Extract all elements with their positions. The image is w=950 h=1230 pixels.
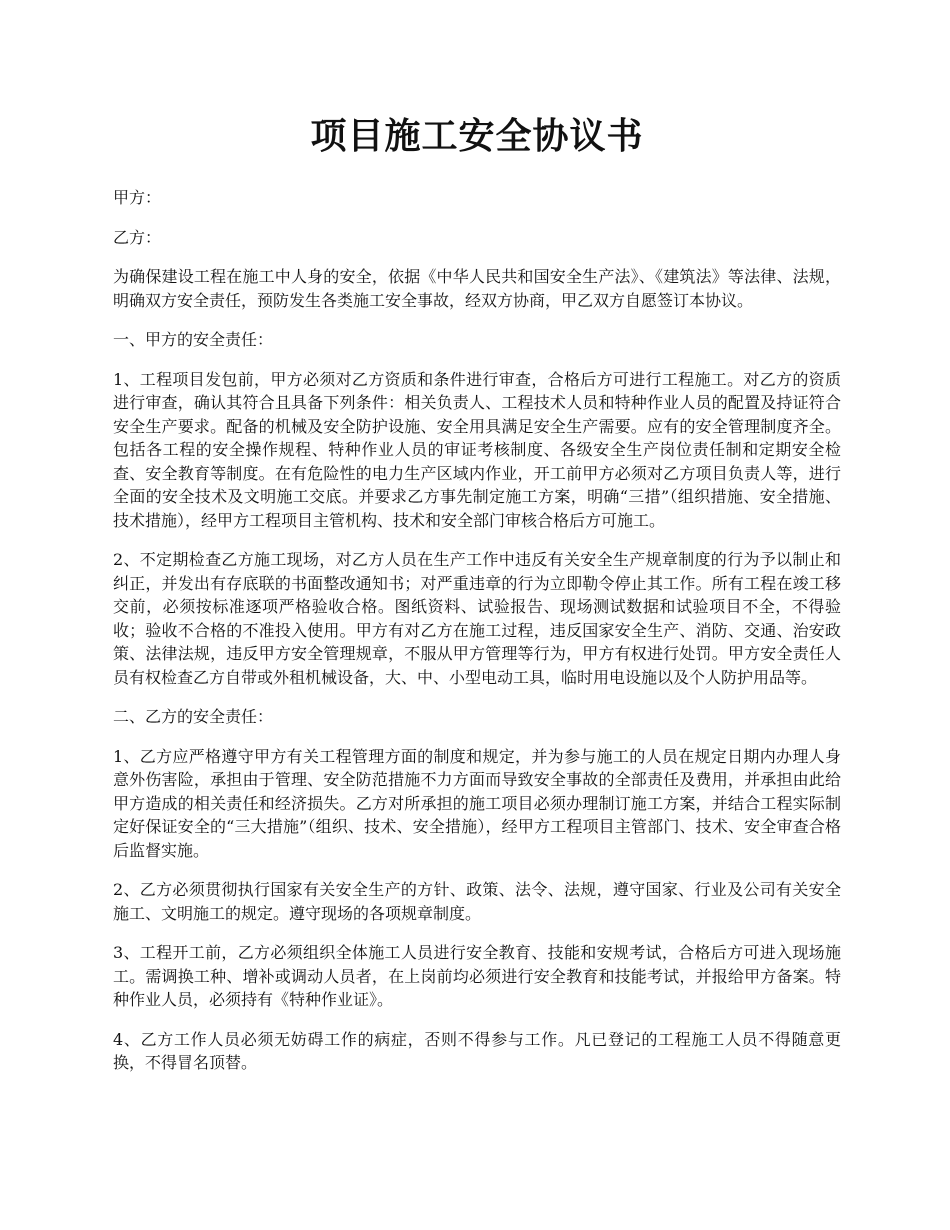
party-a-label: 甲方：: [113, 188, 162, 207]
section-1-heading: 一、甲方的安全责任：: [113, 330, 274, 349]
section-2-item-2: 2、乙方必须贯彻执行国家有关安全生产的方针、政策、法令、法规，遵守国家、行业及公司有关安全施工、文明施工的规定。遵守现场的各项规章制度。: [113, 880, 841, 923]
section-1-item-1: 1、工程项目发包前，甲方必须对乙方资质和条件进行审查，合格后方可进行工程施工。对乙方的资质进行审查，确认其符合且具备下列条件：相关负责人、工程技术人员和特种作业人员的配置及持证符合安全生产要求。配备的机械及安全防护设施、安全用具满足安全生产需要。应有的安全管理制度齐全。包括各工程的安全操作规程、特种作业人员的审证考核制度、各级安全生产岗位责任制和定期安全检查、安全教育等制度。在有危险性的电力生产区域内作业，开工前甲方必须对乙方项目负责人等，进行全面的安全技术及文明施工交底。并要求乙方事先制定施工方案，明确“三措”（组织措施、安全措施、技术措施），经甲方工程项目主管机构、技术和安全部门审核合格后方可施工。: [113, 369, 841, 530]
section-2-item-1: 1、乙方应严格遵守甲方有关工程管理方面的制度和规定，并为参与施工的人员在规定日期内办理人身意外伤害险，承担由于管理、安全防范措施不力方面而导致安全事故的全部责任及费用，并承担由此给甲方造成的相关责任和经济损失。乙方对所承担的施工项目必须办理制订施工方案，并结合工程实际制定好保证安全的“三大措施”（组织、技术、安全措施），经甲方工程项目主管部门、技术、安全审查合格后监督实施。: [113, 746, 841, 860]
section-2-heading: 二、乙方的安全责任：: [113, 707, 274, 726]
section-2-item-4: 4、乙方工作人员必须无妨碍工作的病症，否则不得参与工作。凡已登记的工程施工人员不得随意更换，不得冒名顶替。: [113, 1029, 841, 1072]
intro-paragraph: 为确保建设工程在施工中人身的安全，依据《中华人民共和国安全生产法》、《建筑法》等法律、法规，明确双方安全责任，预防发生各类施工安全事故，经双方协商，甲乙双方自愿签订本协议。: [113, 267, 841, 310]
section-1-item-2: 2、不定期检查乙方施工现场，对乙方人员在生产工作中违反有关安全生产规章制度的行为予以制止和纠正，并发出有存底联的书面整改通知书；对严重违章的行为立即勒令停止其工作。所有工程在竣工移交前，必须按标准逐项严格验收合格。图纸资料、试验报告、现场测试数据和试验项目不全，不得验收；验收不合格的不准投入使用。甲方有对乙方在施工过程，违反国家安全生产、消防、交通、治安政策、法律法规，违反甲方安全管理规章，不服从甲方管理等行为，甲方有权进行处罚。甲方安全责任人员有权检查乙方自带或外租机械设备，大、中、小型电动工具，临时用电设施以及个人防护用品等。: [113, 550, 841, 687]
section-2-item-3: 3、工程开工前，乙方必须组织全体施工人员进行安全教育、技能和安规考试，合格后方可进入现场施工。需调换工种、增补或调动人员者，在上岗前均必须进行安全教育和技能考试，并报给甲方备案。特种作业人员，必须持有《特种作业证》。: [113, 943, 841, 1009]
document-title: 项目施工安全协议书: [310, 115, 644, 157]
party-b-label: 乙方：: [113, 227, 162, 247]
document-page: [113, 110, 841, 1091]
